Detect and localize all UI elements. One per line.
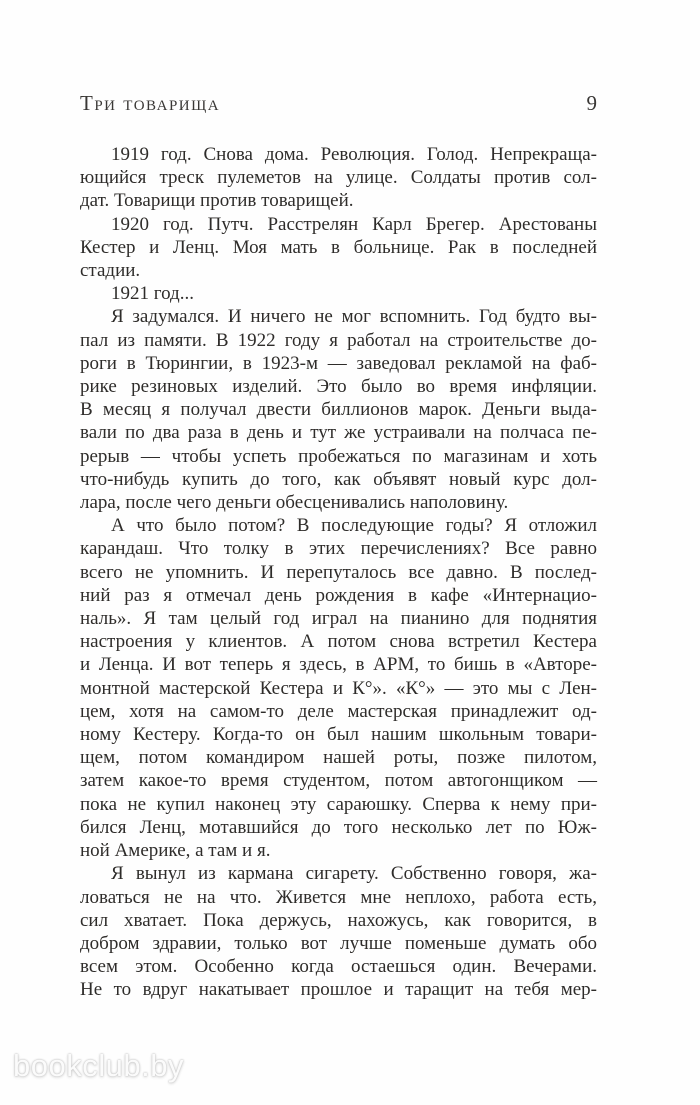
text-line: что-нибудь купить до того, как объявят новый курс дол- <box>80 468 597 490</box>
running-head <box>80 91 597 116</box>
text-line: карандаш. Что толку в этих перечислениях? Все равно <box>80 538 597 560</box>
text-line: и Ленца. И вот теперь я здесь, в АРМ, то бишь в «Авторе- <box>80 654 597 676</box>
text-line: ний раз я отмечал день рождения в кафе «Интернацио- <box>80 584 597 606</box>
text-line: ющийся треск пулеметов на улице. Солдаты против сол- <box>80 167 597 189</box>
text-line: лара, после чего деньги обесценивались наполовину. <box>80 492 509 514</box>
text-line: всем этом. Особенно когда остаешься один. Вечерами. <box>80 956 597 978</box>
text-line: рике резиновых изделий. Это было во время инфляции. <box>80 376 597 398</box>
text-line: роги в Тюрингии, в 1923-м — заведовал рекламой на фаб- <box>80 352 597 374</box>
text-line: Я задумался. И ничего не мог вспомнить. Год будто вы- <box>111 306 597 328</box>
text-line: 1919 год. Снова дома. Революция. Голод. Непрекраща- <box>111 144 597 165</box>
text-line: 1920 год. Путч. Расстрелян Карл Брегер. Арестованы <box>111 213 597 235</box>
text-line: ному Кестеру. Когда-то он был нашим школьным товари- <box>80 724 597 746</box>
text-line: Кестер и Ленц. Моя мать в больнице. Рак в последней <box>80 236 597 258</box>
text-line: ной Америке, а там и я. <box>80 840 271 862</box>
text-line: настроения у клиентов. А потом снова встретил Кестера <box>80 631 597 653</box>
text-line: пока не купил наконец эту сараюшку. Сперва к нему при- <box>80 793 597 815</box>
text-line: наль». Я там целый год играл на пианино для поднятия <box>80 608 597 630</box>
text-line: пал из памяти. В 1922 году я работал на строительстве до- <box>80 329 597 351</box>
text-line: Я вынул из кармана сигарету. Собственно говоря, жа- <box>111 863 597 885</box>
text-line: ловаться не на что. Живется мне неплохо, работа есть, <box>80 886 597 908</box>
text-line: Не то вдруг накатывает прошлое и таращит на тебя мер- <box>80 979 597 1001</box>
text-line: монтной мастерской Кестера и К°». «К°» — это мы с Лен- <box>80 677 597 699</box>
text-line: стадии. <box>80 260 141 282</box>
text-line: сил хватает. Пока держусь, нахожусь, как говорится, в <box>80 909 597 931</box>
running-title: Три товарища <box>80 91 221 115</box>
body-text <box>80 143 597 1002</box>
text-line: вали по два раза в день и тут же устраивали на полчаса пе- <box>80 422 597 444</box>
text-line: 1921 год... <box>111 283 194 305</box>
watermark: bookclub.by <box>13 1048 184 1083</box>
text-line: цем, хотя на самом-то деле мастерская принадлежит од- <box>80 700 597 722</box>
text-line: всего не упомнить. И перепуталось все давно. В послед- <box>80 561 597 583</box>
text-line: В месяц я получал двести биллионов марок. Деньги выда- <box>80 399 597 421</box>
text-line: дат. Товарищи против товарищей. <box>80 190 354 212</box>
page-number: 9 <box>586 91 597 115</box>
text-line: А что было потом? В последующие годы? Я отложил <box>111 515 597 537</box>
text-line: щем, потом командиром нашей роты, позже пилотом, <box>80 747 597 769</box>
text-line: рерыв — чтобы успеть пробежаться по магазинам и хоть <box>80 445 597 467</box>
text-line: добром здравии, только вот лучше поменьше думать обо <box>80 932 597 954</box>
text-line: бился Ленц, мотавшийся до того несколько лет по Юж- <box>80 816 597 838</box>
text-line: затем какое-то время студентом, потом автогонщиком — <box>80 770 597 792</box>
